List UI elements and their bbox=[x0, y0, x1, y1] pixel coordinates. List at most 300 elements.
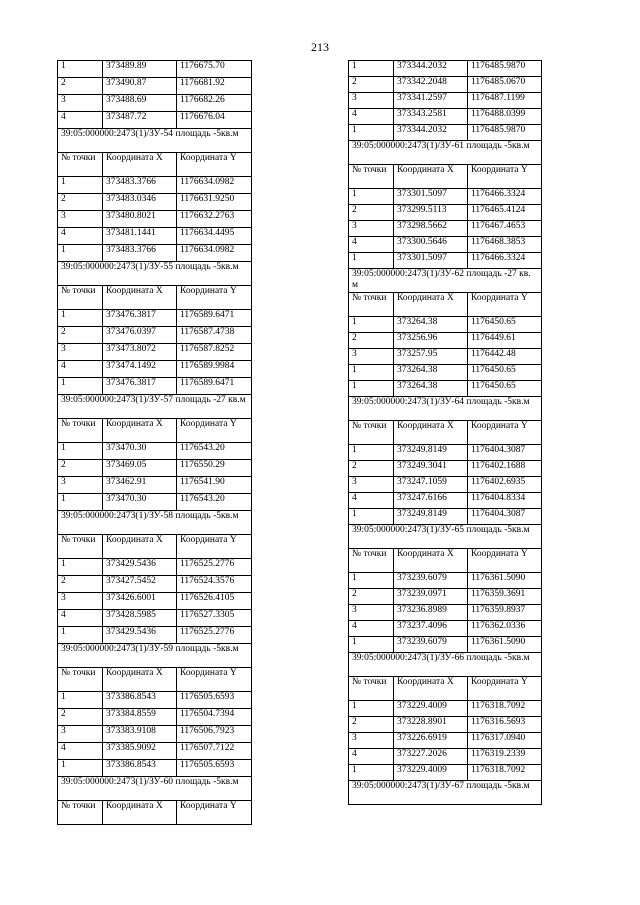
point-number-cell: 2 bbox=[349, 77, 394, 93]
point-number-cell: 1 bbox=[58, 760, 103, 777]
table-row bbox=[349, 717, 542, 733]
table-row bbox=[349, 573, 542, 589]
point-number-cell: 4 bbox=[349, 749, 394, 765]
coordinate-y-cell: 1176487.1199 bbox=[468, 93, 542, 109]
table-row bbox=[58, 726, 252, 743]
coordinate-y-cell: 1176682.26 bbox=[177, 95, 252, 112]
table-row bbox=[349, 605, 542, 621]
plot-title: 39:05:000000:2473(1)/ЗУ-60 площадь -5кв.м bbox=[58, 777, 252, 801]
plot-title: 39:05:000000:2473(1)/ЗУ-54 площадь -5кв.м bbox=[58, 129, 252, 153]
coordinate-y-cell: 1176467.4653 bbox=[468, 221, 542, 237]
coordinate-y-cell: 1176485.0670 bbox=[468, 77, 542, 93]
coordinate-y-header: Координата Y bbox=[468, 421, 542, 445]
coordinate-x-cell: 373489.89 bbox=[103, 61, 177, 78]
coordinate-y-cell: 1176524.3576 bbox=[177, 576, 252, 593]
coordinate-x-cell: 373488.69 bbox=[103, 95, 177, 112]
coordinate-y-cell: 1176589.9984 bbox=[177, 361, 252, 378]
point-number-cell: 3 bbox=[349, 733, 394, 749]
table-row bbox=[349, 333, 542, 349]
coordinate-y-cell: 1176485.9870 bbox=[468, 61, 542, 77]
point-number-cell: 4 bbox=[349, 237, 394, 253]
plot-title-row bbox=[58, 777, 252, 801]
table-row bbox=[58, 743, 252, 760]
coordinate-x-cell: 373257.95 bbox=[394, 349, 468, 365]
table-row bbox=[349, 445, 542, 461]
coordinate-x-cell: 373236.8989 bbox=[394, 605, 468, 621]
point-number-header: № точки bbox=[349, 677, 394, 701]
coordinate-x-header: Координата X bbox=[394, 677, 468, 701]
coordinate-x-cell: 373386.8543 bbox=[103, 692, 177, 709]
table-row bbox=[349, 93, 542, 109]
table-header-row bbox=[58, 535, 252, 559]
table-row bbox=[349, 509, 542, 525]
coordinate-x-cell: 373386.8543 bbox=[103, 760, 177, 777]
point-number-cell: 3 bbox=[349, 605, 394, 621]
coordinate-y-cell: 1176316.5693 bbox=[468, 717, 542, 733]
plot-title-row bbox=[58, 511, 252, 535]
table-row bbox=[58, 310, 252, 327]
plot-title: 39:05:000000:2473(1)/ЗУ-64 площадь -5кв.м bbox=[349, 397, 542, 421]
table-row bbox=[349, 61, 542, 77]
table-row bbox=[58, 327, 252, 344]
plot-title: 39:05:000000:2473(1)/ЗУ-62 площадь -27 кв. м bbox=[349, 269, 542, 293]
coordinate-x-cell: 373426.6001 bbox=[103, 593, 177, 610]
coordinate-y-header: Координата Y bbox=[177, 286, 252, 310]
table-row bbox=[58, 112, 252, 129]
coordinate-y-cell: 1176525.2776 bbox=[177, 627, 252, 644]
coordinate-y-header: Координата Y bbox=[177, 153, 252, 177]
coordinate-y-cell: 1176404.3087 bbox=[468, 445, 542, 461]
coordinate-y-cell: 1176676.04 bbox=[177, 112, 252, 129]
coordinate-x-cell: 373226.6919 bbox=[394, 733, 468, 749]
coordinate-y-cell: 1176675.70 bbox=[177, 61, 252, 78]
coordinate-x-cell: 373344.2032 bbox=[394, 125, 468, 141]
point-number-cell: 4 bbox=[58, 112, 103, 129]
coordinate-y-cell: 1176634.0982 bbox=[177, 245, 252, 262]
point-number-cell: 1 bbox=[58, 443, 103, 460]
coordinate-x-cell: 373249.8149 bbox=[394, 445, 468, 461]
table-row bbox=[349, 365, 542, 381]
table-header-row bbox=[58, 286, 252, 310]
coordinate-y-cell: 1176589.6471 bbox=[177, 378, 252, 395]
coordinate-y-cell: 1176587.4738 bbox=[177, 327, 252, 344]
table-header-row bbox=[58, 668, 252, 692]
point-number-header: № точки bbox=[58, 153, 103, 177]
point-number-header: № точки bbox=[349, 293, 394, 317]
coordinate-x-cell: 373247.1059 bbox=[394, 477, 468, 493]
point-number-cell: 1 bbox=[58, 494, 103, 511]
point-number-cell: 1 bbox=[58, 61, 103, 78]
point-number-cell: 4 bbox=[349, 493, 394, 509]
point-number-header: № точки bbox=[349, 421, 394, 445]
coordinate-y-cell: 1176541.90 bbox=[177, 477, 252, 494]
point-number-cell: 3 bbox=[58, 211, 103, 228]
point-number-cell: 1 bbox=[349, 61, 394, 77]
table-row bbox=[58, 443, 252, 460]
coordinate-x-cell: 373342.2048 bbox=[394, 77, 468, 93]
coordinate-x-cell: 373462.91 bbox=[103, 477, 177, 494]
coordinate-y-cell: 1176318.7092 bbox=[468, 765, 542, 781]
coordinate-y-header: Координата Y bbox=[468, 677, 542, 701]
coordinate-y-cell: 1176550.29 bbox=[177, 460, 252, 477]
coordinate-x-cell: 373487.72 bbox=[103, 112, 177, 129]
coordinate-y-cell: 1176507.7122 bbox=[177, 743, 252, 760]
coordinate-x-header: Координата X bbox=[394, 165, 468, 189]
point-number-cell: 1 bbox=[58, 310, 103, 327]
table-row bbox=[349, 109, 542, 125]
table-row bbox=[349, 189, 542, 205]
point-number-cell: 2 bbox=[349, 717, 394, 733]
table-header-row bbox=[349, 165, 542, 189]
table-row bbox=[58, 78, 252, 95]
table-row bbox=[349, 381, 542, 397]
coordinates-table-right bbox=[348, 60, 542, 805]
coordinate-y-cell: 1176465.4124 bbox=[468, 205, 542, 221]
coordinate-x-cell: 373247.6166 bbox=[394, 493, 468, 509]
plot-title: 39:05:000000:2473(1)/ЗУ-57 площадь -27 кв.м bbox=[58, 395, 252, 419]
coordinate-y-cell: 1176362.0336 bbox=[468, 621, 542, 637]
point-number-header: № точки bbox=[58, 801, 103, 825]
coordinate-x-cell: 373481.1441 bbox=[103, 228, 177, 245]
coordinate-x-cell: 373429.5436 bbox=[103, 627, 177, 644]
point-number-header: № точки bbox=[58, 535, 103, 559]
point-number-cell: 1 bbox=[58, 559, 103, 576]
coordinate-x-cell: 373470.30 bbox=[103, 443, 177, 460]
point-number-cell: 1 bbox=[349, 637, 394, 653]
table-row bbox=[58, 245, 252, 262]
plot-title-row bbox=[349, 781, 542, 805]
coordinate-y-cell: 1176404.3087 bbox=[468, 509, 542, 525]
coordinate-x-cell: 373239.0971 bbox=[394, 589, 468, 605]
point-number-cell: 4 bbox=[349, 621, 394, 637]
point-number-cell: 1 bbox=[58, 177, 103, 194]
point-number-cell: 1 bbox=[349, 573, 394, 589]
table-row bbox=[58, 593, 252, 610]
table-row bbox=[349, 733, 542, 749]
coordinate-y-cell: 1176359.3691 bbox=[468, 589, 542, 605]
coordinate-y-cell: 1176632.2763 bbox=[177, 211, 252, 228]
coordinate-y-cell: 1176488.0399 bbox=[468, 109, 542, 125]
coordinate-x-cell: 373384.8559 bbox=[103, 709, 177, 726]
coordinate-y-cell: 1176318.7092 bbox=[468, 701, 542, 717]
point-number-cell: 4 bbox=[58, 743, 103, 760]
table-row bbox=[58, 610, 252, 627]
plot-title-row bbox=[58, 262, 252, 286]
coordinate-x-cell: 373239.6079 bbox=[394, 573, 468, 589]
coordinate-x-cell: 373301.5097 bbox=[394, 253, 468, 269]
coordinate-x-cell: 373249.8149 bbox=[394, 509, 468, 525]
point-number-cell: 1 bbox=[349, 381, 394, 397]
coordinates-table-left bbox=[57, 60, 252, 825]
coordinate-x-cell: 373341.2597 bbox=[394, 93, 468, 109]
coordinate-x-cell: 373301.5097 bbox=[394, 189, 468, 205]
coordinate-y-cell: 1176631.9250 bbox=[177, 194, 252, 211]
coordinate-y-cell: 1176526.4105 bbox=[177, 593, 252, 610]
point-number-cell: 1 bbox=[349, 445, 394, 461]
table-row bbox=[58, 378, 252, 395]
table-row bbox=[58, 692, 252, 709]
table-row bbox=[349, 637, 542, 653]
coordinate-y-cell: 1176442.48 bbox=[468, 349, 542, 365]
coordinate-x-cell: 373264.38 bbox=[394, 317, 468, 333]
coordinate-y-cell: 1176450.65 bbox=[468, 365, 542, 381]
point-number-cell: 1 bbox=[349, 189, 394, 205]
coordinate-y-cell: 1176527.3305 bbox=[177, 610, 252, 627]
table-row bbox=[349, 349, 542, 365]
point-number-cell: 1 bbox=[58, 692, 103, 709]
coordinate-x-header: Координата X bbox=[103, 668, 177, 692]
table-row bbox=[58, 194, 252, 211]
coordinate-x-cell: 373469.05 bbox=[103, 460, 177, 477]
coordinate-y-cell: 1176525.2776 bbox=[177, 559, 252, 576]
point-number-cell: 3 bbox=[349, 221, 394, 237]
coordinate-y-cell: 1176402.1688 bbox=[468, 461, 542, 477]
point-number-cell: 3 bbox=[58, 477, 103, 494]
coordinate-y-cell: 1176485.9870 bbox=[468, 125, 542, 141]
plot-title: 39:05:000000:2473(1)/ЗУ-55 площадь -5кв.м bbox=[58, 262, 252, 286]
point-number-cell: 3 bbox=[349, 477, 394, 493]
coordinate-x-header: Координата X bbox=[103, 801, 177, 825]
table-row bbox=[58, 61, 252, 78]
coordinate-x-cell: 373470.30 bbox=[103, 494, 177, 511]
table-row bbox=[349, 701, 542, 717]
coordinate-x-cell: 373229.4009 bbox=[394, 765, 468, 781]
coordinate-x-cell: 373383.9108 bbox=[103, 726, 177, 743]
coordinate-y-cell: 1176466.3324 bbox=[468, 253, 542, 269]
point-number-cell: 1 bbox=[349, 701, 394, 717]
plot-title-row bbox=[58, 395, 252, 419]
point-number-cell: 3 bbox=[58, 593, 103, 610]
plot-title-row bbox=[349, 525, 542, 549]
table-row bbox=[58, 228, 252, 245]
table-row bbox=[58, 361, 252, 378]
coordinate-y-cell: 1176450.65 bbox=[468, 317, 542, 333]
table-row bbox=[349, 589, 542, 605]
table-row bbox=[58, 177, 252, 194]
coordinate-y-cell: 1176359.8937 bbox=[468, 605, 542, 621]
point-number-cell: 3 bbox=[349, 93, 394, 109]
left-column bbox=[57, 60, 252, 825]
coordinate-x-cell: 373476.0397 bbox=[103, 327, 177, 344]
coordinate-x-header: Координата X bbox=[394, 293, 468, 317]
right-column bbox=[348, 60, 542, 805]
point-number-cell: 1 bbox=[349, 365, 394, 381]
table-row bbox=[349, 749, 542, 765]
point-number-cell: 2 bbox=[58, 78, 103, 95]
table-row bbox=[349, 461, 542, 477]
coordinate-x-cell: 373385.9092 bbox=[103, 743, 177, 760]
table-row bbox=[349, 621, 542, 637]
point-number-cell: 3 bbox=[349, 349, 394, 365]
point-number-cell: 1 bbox=[349, 317, 394, 333]
table-row bbox=[349, 477, 542, 493]
coordinate-x-cell: 373483.3766 bbox=[103, 245, 177, 262]
coordinate-x-cell: 373227.2026 bbox=[394, 749, 468, 765]
coordinate-x-cell: 373229.4009 bbox=[394, 701, 468, 717]
plot-title-row bbox=[349, 653, 542, 677]
point-number-cell: 1 bbox=[349, 253, 394, 269]
point-number-header: № точки bbox=[58, 668, 103, 692]
coordinate-y-cell: 1176543.20 bbox=[177, 443, 252, 460]
coordinate-y-cell: 1176505.6593 bbox=[177, 760, 252, 777]
point-number-header: № точки bbox=[349, 549, 394, 573]
coordinate-x-cell: 373474.1492 bbox=[103, 361, 177, 378]
coordinate-y-cell: 1176450.65 bbox=[468, 381, 542, 397]
coordinate-x-cell: 373476.3817 bbox=[103, 310, 177, 327]
coordinate-y-cell: 1176468.3853 bbox=[468, 237, 542, 253]
coordinate-x-header: Координата X bbox=[394, 549, 468, 573]
table-row bbox=[349, 765, 542, 781]
coordinate-x-cell: 373264.38 bbox=[394, 381, 468, 397]
point-number-cell: 4 bbox=[349, 109, 394, 125]
table-row bbox=[58, 344, 252, 361]
coordinate-x-header: Координата X bbox=[103, 286, 177, 310]
table-header-row bbox=[349, 549, 542, 573]
table-row bbox=[349, 317, 542, 333]
coordinate-x-cell: 373239.6079 bbox=[394, 637, 468, 653]
point-number-header: № точки bbox=[349, 165, 394, 189]
table-row bbox=[58, 760, 252, 777]
point-number-cell: 1 bbox=[349, 765, 394, 781]
table-header-row bbox=[58, 801, 252, 825]
plot-title: 39:05:000000:2473(1)/ЗУ-65 площадь -5кв.м bbox=[349, 525, 542, 549]
table-row bbox=[349, 253, 542, 269]
coordinate-y-cell: 1176449.61 bbox=[468, 333, 542, 349]
table-row bbox=[58, 627, 252, 644]
coordinate-x-cell: 373427.5452 bbox=[103, 576, 177, 593]
coordinate-y-cell: 1176361.5090 bbox=[468, 637, 542, 653]
table-row bbox=[58, 576, 252, 593]
coordinate-x-cell: 373299.5113 bbox=[394, 205, 468, 221]
coordinate-y-header: Координата Y bbox=[177, 419, 252, 443]
coordinate-y-cell: 1176681.92 bbox=[177, 78, 252, 95]
coordinate-y-cell: 1176317.0940 bbox=[468, 733, 542, 749]
coordinate-y-cell: 1176634.4495 bbox=[177, 228, 252, 245]
point-number-cell: 2 bbox=[58, 194, 103, 211]
point-number-cell: 4 bbox=[58, 610, 103, 627]
table-row bbox=[58, 494, 252, 511]
coordinate-x-cell: 373298.5662 bbox=[394, 221, 468, 237]
point-number-cell: 2 bbox=[58, 709, 103, 726]
coordinate-x-cell: 373490.87 bbox=[103, 78, 177, 95]
coordinate-y-header: Координата Y bbox=[177, 535, 252, 559]
table-header-row bbox=[58, 419, 252, 443]
plot-title-row bbox=[58, 129, 252, 153]
table-row bbox=[58, 709, 252, 726]
table-header-row bbox=[349, 421, 542, 445]
coordinate-x-cell: 373428.5985 bbox=[103, 610, 177, 627]
point-number-cell: 2 bbox=[58, 460, 103, 477]
plot-title-row bbox=[349, 269, 542, 293]
coordinate-y-header: Координата Y bbox=[177, 668, 252, 692]
coordinate-y-cell: 1176504.7394 bbox=[177, 709, 252, 726]
table-row bbox=[349, 125, 542, 141]
plot-title-row bbox=[58, 644, 252, 668]
coordinate-x-cell: 373343.2581 bbox=[394, 109, 468, 125]
coordinate-y-cell: 1176506.7923 bbox=[177, 726, 252, 743]
point-number-cell: 1 bbox=[58, 378, 103, 395]
coordinate-x-header: Координата X bbox=[103, 535, 177, 559]
coordinate-y-cell: 1176361.5090 bbox=[468, 573, 542, 589]
plot-title: 39:05:000000:2473(1)/ЗУ-66 площадь -5кв.м bbox=[349, 653, 542, 677]
coordinate-y-cell: 1176505.6593 bbox=[177, 692, 252, 709]
table-row bbox=[58, 211, 252, 228]
point-number-cell: 2 bbox=[58, 576, 103, 593]
page-number: 213 bbox=[311, 40, 329, 54]
table-row bbox=[349, 493, 542, 509]
point-number-cell: 2 bbox=[349, 205, 394, 221]
table-row bbox=[349, 205, 542, 221]
coordinate-y-cell: 1176404.8334 bbox=[468, 493, 542, 509]
table-header-row bbox=[349, 293, 542, 317]
coordinate-y-cell: 1176402.6935 bbox=[468, 477, 542, 493]
plot-title: 39:05:000000:2473(1)/ЗУ-61 площадь -5кв.м bbox=[349, 141, 542, 165]
point-number-cell: 4 bbox=[58, 228, 103, 245]
table-row bbox=[58, 460, 252, 477]
coordinate-x-cell: 373344.2032 bbox=[394, 61, 468, 77]
coordinate-y-cell: 1176587.8252 bbox=[177, 344, 252, 361]
point-number-cell: 1 bbox=[58, 627, 103, 644]
coordinate-x-cell: 373483.3766 bbox=[103, 177, 177, 194]
coordinate-y-cell: 1176319.2339 bbox=[468, 749, 542, 765]
coordinate-y-cell: 1176466.3324 bbox=[468, 189, 542, 205]
coordinate-x-cell: 373300.5646 bbox=[394, 237, 468, 253]
plot-title-row bbox=[349, 397, 542, 421]
point-number-cell: 1 bbox=[349, 509, 394, 525]
coordinate-y-cell: 1176634.0982 bbox=[177, 177, 252, 194]
coordinate-x-cell: 373473.8072 bbox=[103, 344, 177, 361]
coordinate-x-cell: 373228.8901 bbox=[394, 717, 468, 733]
coordinate-y-cell: 1176589.6471 bbox=[177, 310, 252, 327]
coordinate-x-cell: 373476.3817 bbox=[103, 378, 177, 395]
point-number-header: № точки bbox=[58, 419, 103, 443]
coordinate-y-header: Координата Y bbox=[468, 293, 542, 317]
plot-title: 39:05:000000:2473(1)/ЗУ-67 площадь -5кв.м bbox=[349, 781, 542, 805]
plot-title: 39:05:000000:2473(1)/ЗУ-58 площадь -5кв.м bbox=[58, 511, 252, 535]
coordinate-x-cell: 373264.38 bbox=[394, 365, 468, 381]
table-row bbox=[58, 559, 252, 576]
coordinate-x-cell: 373480.8021 bbox=[103, 211, 177, 228]
plot-title: 39:05:000000:2473(1)/ЗУ-59 площадь -5кв.м bbox=[58, 644, 252, 668]
table-row bbox=[349, 77, 542, 93]
coordinate-x-header: Координата X bbox=[394, 421, 468, 445]
point-number-cell: 2 bbox=[349, 589, 394, 605]
table-header-row bbox=[58, 153, 252, 177]
coordinate-x-cell: 373256.96 bbox=[394, 333, 468, 349]
point-number-header: № точки bbox=[58, 286, 103, 310]
coordinate-x-cell: 373237.4096 bbox=[394, 621, 468, 637]
point-number-cell: 3 bbox=[58, 95, 103, 112]
point-number-cell: 3 bbox=[58, 344, 103, 361]
point-number-cell: 1 bbox=[349, 125, 394, 141]
coordinate-x-cell: 373249.3041 bbox=[394, 461, 468, 477]
coordinate-x-cell: 373429.5436 bbox=[103, 559, 177, 576]
table-row bbox=[58, 477, 252, 494]
point-number-cell: 4 bbox=[58, 361, 103, 378]
coordinate-x-cell: 373483.0346 bbox=[103, 194, 177, 211]
point-number-cell: 2 bbox=[349, 461, 394, 477]
coordinate-x-header: Координата X bbox=[103, 153, 177, 177]
coordinate-x-header: Координата X bbox=[103, 419, 177, 443]
coordinate-y-cell: 1176543.20 bbox=[177, 494, 252, 511]
coordinate-y-header: Координата Y bbox=[468, 165, 542, 189]
point-number-cell: 2 bbox=[58, 327, 103, 344]
table-header-row bbox=[349, 677, 542, 701]
coordinate-y-header: Координата Y bbox=[468, 549, 542, 573]
table-row bbox=[349, 221, 542, 237]
point-number-cell: 3 bbox=[58, 726, 103, 743]
point-number-cell: 1 bbox=[58, 245, 103, 262]
